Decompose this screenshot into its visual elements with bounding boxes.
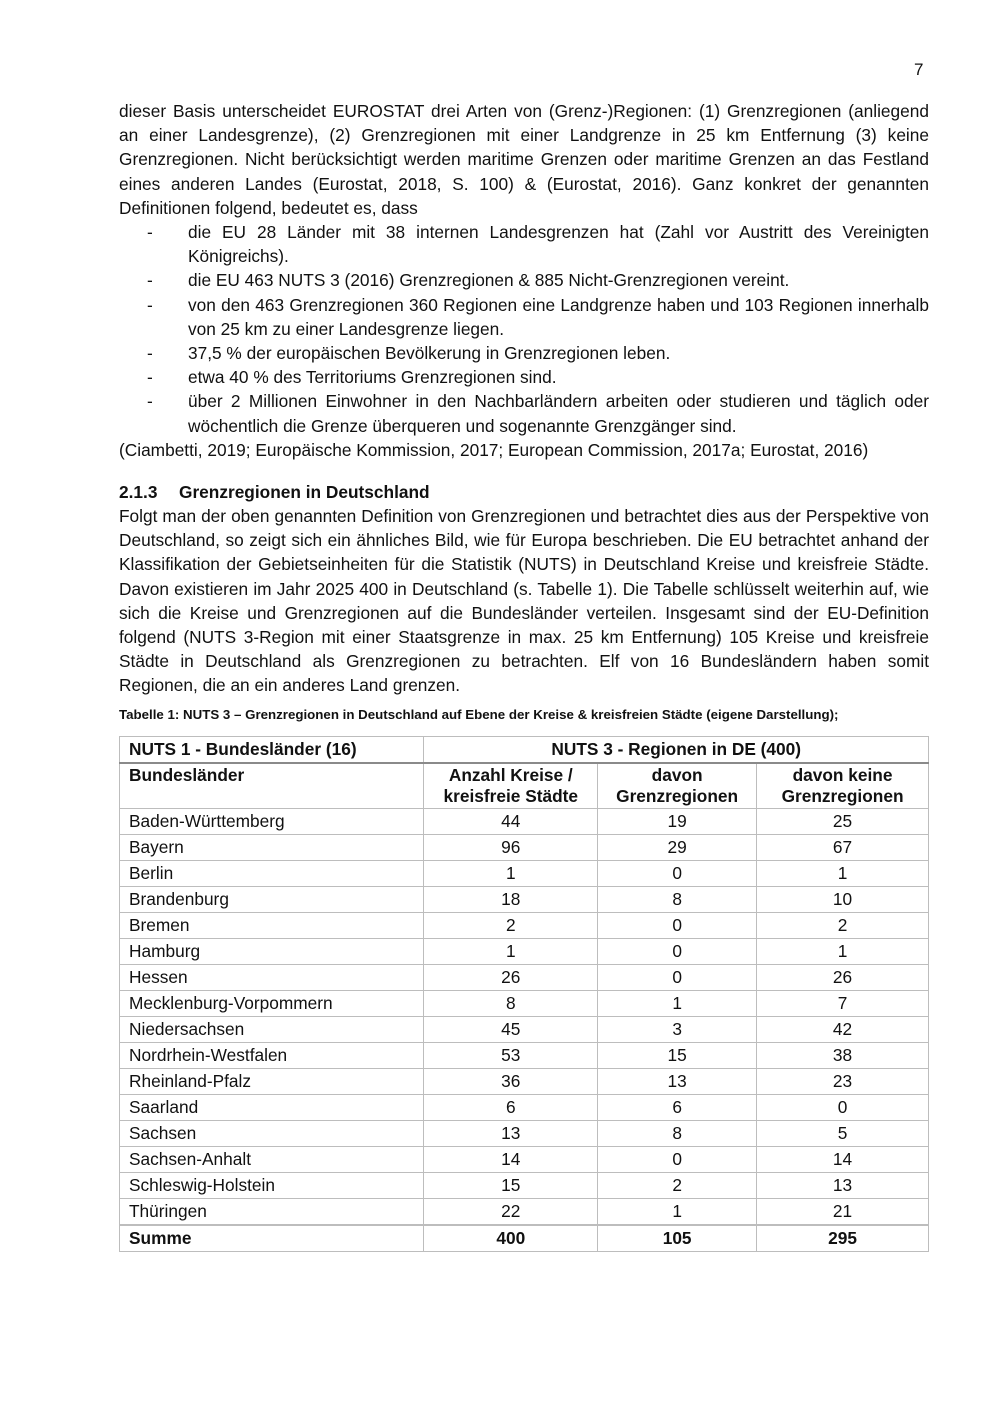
bullet-dash: - bbox=[147, 270, 153, 291]
table-row: Saarland 6 6 0 bbox=[120, 1094, 929, 1120]
citation: (Ciambetti, 2019; Europäische Kommission, 2017; European Commission, 2017a; Eurostat, 2016) bbox=[119, 439, 869, 460]
list-item: - etwa 40 % des Territoriums Grenzregionen sind. bbox=[119, 365, 929, 389]
table-subheader-row bbox=[120, 763, 929, 809]
column-header: Anzahl Kreise / kreisfreie Städte bbox=[424, 763, 598, 809]
nuts-table bbox=[119, 736, 929, 1252]
table-header-row bbox=[120, 736, 929, 763]
table-row: Thüringen 22 1 21 bbox=[120, 1198, 929, 1225]
table-row: Sachsen 13 8 5 bbox=[120, 1120, 929, 1146]
column-header: Bundesländer bbox=[120, 763, 424, 809]
column-header: davon Grenzregionen bbox=[598, 763, 757, 809]
column-header: davon keine Grenzregionen bbox=[757, 763, 929, 809]
bullet-dash: - bbox=[147, 343, 153, 364]
table-row: Rheinland-Pfalz 36 13 23 bbox=[120, 1068, 929, 1094]
header-nuts1: NUTS 1 - Bundesländer (16) bbox=[120, 736, 424, 763]
table-row: Hessen 26 0 26 bbox=[120, 964, 929, 990]
bullet-dash: - bbox=[147, 391, 153, 412]
header-nuts3: NUTS 3 - Regionen in DE (400) bbox=[424, 736, 929, 763]
page-number: 7 bbox=[914, 60, 924, 79]
table-row: Nordrhein-Westfalen 53 15 38 bbox=[120, 1042, 929, 1068]
bullet-dash: - bbox=[147, 294, 153, 315]
section-title: Grenzregionen in Deutschland bbox=[179, 482, 430, 503]
table-row: Hamburg 1 0 1 bbox=[120, 938, 929, 964]
table-row: Niedersachsen 45 3 42 bbox=[120, 1016, 929, 1042]
list-item: - die EU 463 NUTS 3 (2016) Grenzregionen & 885 Nicht-Grenzregionen vereint. bbox=[119, 268, 929, 292]
list-item: - über 2 Millionen Einwohner in den Nachbarländern arbeiten oder studieren und täglich oder wöchentlich die Grenze überqueren und sogenannte Grenzgänger sind. bbox=[147, 391, 929, 436]
table-total-row: Summe 400 105 295 bbox=[120, 1225, 929, 1252]
table-row: Sachsen-Anhalt 14 0 14 bbox=[120, 1146, 929, 1172]
table-row: Brandenburg 18 8 10 bbox=[120, 886, 929, 912]
bullet-dash: - bbox=[147, 367, 153, 388]
bullet-dash: - bbox=[147, 222, 153, 243]
section-paragraph: Folgt man der oben genannten Definition von Grenzregionen und betrachtet dies aus der Perspektive von Deutschland, so zeigt sich ein ähnliches Bild, wie für Europa beschrieben. Die EU betrachtet anhand der Klassifikation der Gebietseinheiten für die Statistik (NUTS) in Deutschland Kreise und kreisfreie Städte. Davon existieren im Jahr 2025 400 in Deutschland (s. Tabelle 1). Die Tabelle schlüsselt weiterhin auf, wie sich die Kreise und Grenzregionen auf die Bundesländer verteilen. Insgesamt sind der EU-Definition folgend (NUTS 3-Region mit einer Staatsgrenze in max. 25 km Entfernung) 105 Kreise und kreisfreie Städte in Deutschland als Grenzregionen zu betrachten. Elf von 16 Bundesländern haben somit Regionen, die an ein anderes Land grenzen. bbox=[119, 506, 929, 696]
table-row: Baden-Württemberg 44 19 25 bbox=[120, 808, 929, 834]
facts-list bbox=[119, 220, 929, 438]
intro-paragraph: dieser Basis unterscheidet EUROSTAT drei Arten von (Grenz-)Regionen: (1) Grenzregionen (anliegend an einer Landesgrenze), (2) Grenzregionen mit einer Landgrenze in 25 km Entfernung (3) keine Grenzregionen. Nicht berücksichtigt werden maritime Grenzen oder maritime Grenzen an das Festland eines anderen Landes (Eurostat, 2018, S. 100) & (Eurostat, 2016). Ganz konkret der genannten Definitionen folgend, bedeutet es, dass bbox=[119, 101, 929, 218]
table-row: Bayern 96 29 67 bbox=[120, 834, 929, 860]
list-item: - 37,5 % der europäischen Bevölkerung in Grenzregionen leben. bbox=[119, 341, 929, 365]
section-number: 2.1.3 bbox=[119, 482, 158, 503]
table-row: Mecklenburg-Vorpommern 8 1 7 bbox=[120, 990, 929, 1016]
table-row: Schleswig-Holstein 15 2 13 bbox=[120, 1172, 929, 1198]
page-content bbox=[119, 99, 929, 1252]
list-item: - die EU 28 Länder mit 38 internen Landesgrenzen hat (Zahl vor Austritt des Vereinigten Königreichs). bbox=[147, 222, 929, 267]
table-row: Bremen 2 0 2 bbox=[120, 912, 929, 938]
table-row: Berlin 1 0 1 bbox=[120, 860, 929, 886]
list-item: - von den 463 Grenzregionen 360 Regionen eine Landgrenze haben und 103 Regionen innerhalb von 25 km zu einer Landesgrenze liegen. bbox=[147, 294, 929, 339]
section-heading bbox=[119, 480, 929, 504]
table-caption: Tabelle 1: NUTS 3 – Grenzregionen in Deutschland auf Ebene der Kreise & kreisfreien Städte (eigene Darstellung); bbox=[119, 706, 839, 722]
